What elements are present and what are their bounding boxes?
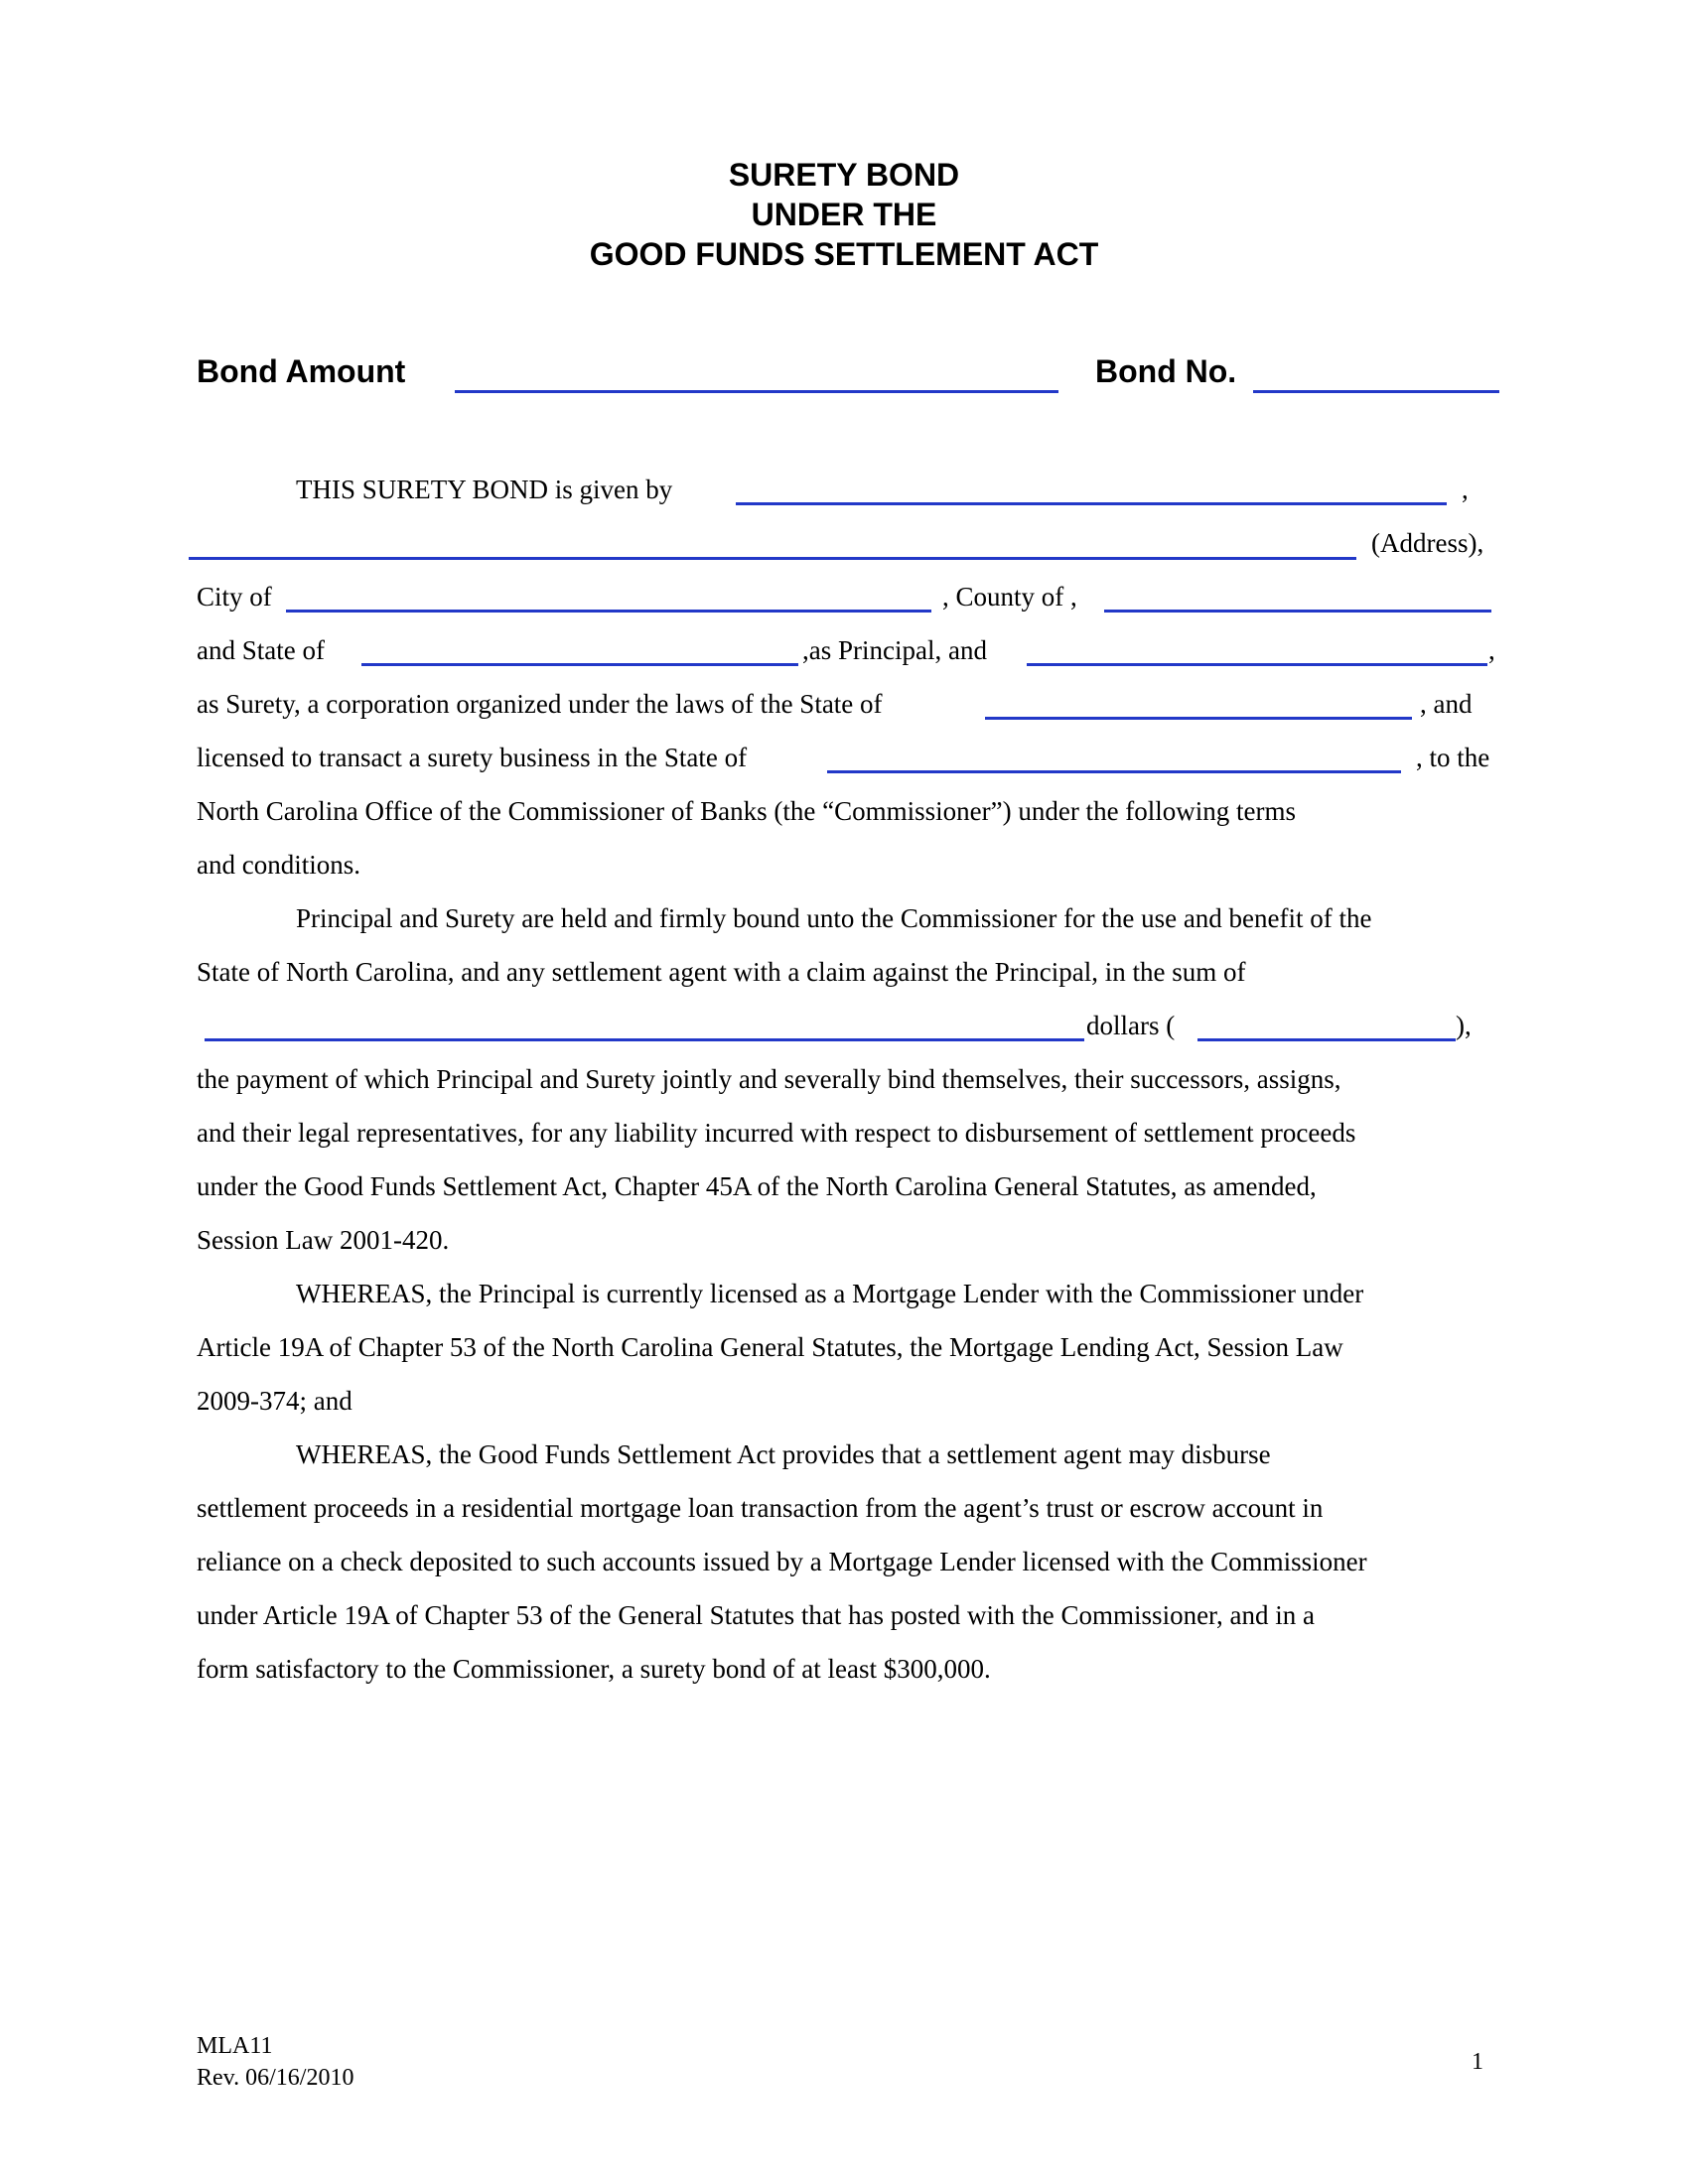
- city-of-text: City of: [197, 582, 272, 612]
- bond-amount-field[interactable]: [455, 390, 1058, 393]
- body-line: [197, 1052, 1487, 1106]
- city-field[interactable]: [286, 610, 931, 613]
- body-line: [197, 1160, 1487, 1213]
- paragraph-text: Session Law 2001-420.: [197, 1225, 450, 1255]
- nc-office-text: North Carolina Office of the Commissioner of Banks (the “Commissioner”) under the following terms: [197, 796, 1297, 826]
- body-line: [197, 784, 1487, 838]
- principal-name-field[interactable]: [736, 502, 1447, 505]
- surety-name-field[interactable]: [1027, 663, 1487, 666]
- close-paren-text: ),: [1456, 1011, 1472, 1040]
- as-principal-text: ,as Principal, and: [802, 635, 987, 665]
- title-line-3: GOOD FUNDS SETTLEMENT ACT: [589, 236, 1099, 272]
- bond-no-label: Bond No.: [1095, 353, 1237, 389]
- surety-licensed-state-field[interactable]: [827, 770, 1401, 773]
- paragraph-text: under Article 19A of Chapter 53 of the General Statutes that has posted with the Commissioner, and in a: [197, 1600, 1315, 1630]
- title-line-1: SURETY BOND: [728, 157, 960, 193]
- and-state-of-text: and State of: [197, 635, 325, 665]
- paragraph-text: form satisfactory to the Commissioner, a surety bond of at least $300,000.: [197, 1654, 991, 1684]
- form-code: MLA11: [197, 2033, 273, 2059]
- body-line: [197, 1642, 1487, 1696]
- body-line: [197, 1374, 1487, 1428]
- and-conditions-text: and conditions.: [197, 850, 360, 880]
- sum-numeric-field[interactable]: [1197, 1038, 1456, 1041]
- body-line: [197, 999, 1487, 1052]
- bond-amount-label: Bond Amount: [197, 353, 406, 389]
- paragraph-text: and their legal representatives, for any liability incurred with respect to disbursement of settlement proceeds: [197, 1118, 1356, 1148]
- paragraph-text: settlement proceeds in a residential mortgage loan transaction from the agent’s trust or escrow account in: [197, 1493, 1324, 1523]
- comma-text: ,: [1488, 635, 1495, 665]
- body-line: [197, 891, 1487, 945]
- principal-state-field[interactable]: [361, 663, 798, 666]
- paragraph-text: State of North Carolina, and any settlement agent with a claim against the Principal, in the sum of: [197, 957, 1246, 987]
- body-line: [197, 1535, 1487, 1588]
- paragraph-text: WHEREAS, the Good Funds Settlement Act provides that a settlement agent may disburse: [296, 1439, 1271, 1469]
- body-line: [197, 1106, 1487, 1160]
- sum-words-field[interactable]: [205, 1038, 1084, 1041]
- paragraph-text: 2009-374; and: [197, 1386, 352, 1416]
- body-line: [197, 677, 1487, 731]
- body-line: [197, 1320, 1487, 1374]
- given-by-text: THIS SURETY BOND is given by: [296, 475, 673, 504]
- as-surety-text: as Surety, a corporation organized under the laws of the State of: [197, 689, 883, 719]
- body-line: [197, 1213, 1487, 1267]
- paragraph-text: reliance on a check deposited to such accounts issued by a Mortgage Lender licensed with the Commissioner: [197, 1547, 1367, 1576]
- body-line: [197, 1267, 1487, 1320]
- revision-date: Rev. 06/16/2010: [197, 2065, 354, 2091]
- page-number: 1: [1472, 2049, 1483, 2075]
- body-line: [197, 1428, 1487, 1481]
- title-line-2: UNDER THE: [751, 197, 937, 232]
- body-line: [197, 570, 1487, 623]
- and-text: , and: [1420, 689, 1473, 719]
- licensed-text: licensed to transact a surety business in the State of: [197, 743, 748, 772]
- county-field[interactable]: [1104, 610, 1491, 613]
- paragraph-text: Principal and Surety are held and firmly bound unto the Commissioner for the use and benefit of the: [296, 903, 1372, 933]
- paragraph-text: the payment of which Principal and Surety jointly and severally bind themselves, their successors, assigns,: [197, 1064, 1341, 1094]
- paragraph-text: Article 19A of Chapter 53 of the North Carolina General Statutes, the Mortgage Lending Act, Session Law: [197, 1332, 1343, 1362]
- comma-text: ,: [1462, 475, 1469, 504]
- to-the-text: , to the: [1416, 743, 1490, 772]
- body-line: [197, 1588, 1487, 1642]
- county-of-text: , County of ,: [942, 582, 1077, 612]
- address-text: (Address),: [1371, 528, 1484, 558]
- body-line: [197, 516, 1487, 570]
- body-line: [197, 623, 1495, 677]
- body-line: [197, 463, 1487, 516]
- body-line: [197, 1481, 1487, 1535]
- address-field[interactable]: [189, 557, 1356, 560]
- bond-no-field[interactable]: [1253, 390, 1499, 393]
- body-line: [197, 945, 1487, 999]
- body-line: [197, 731, 1490, 784]
- paragraph-text: under the Good Funds Settlement Act, Chapter 45A of the North Carolina General Statutes, as amended,: [197, 1171, 1317, 1201]
- paragraph-text: WHEREAS, the Principal is currently licensed as a Mortgage Lender with the Commissioner under: [296, 1279, 1364, 1308]
- surety-organized-state-field[interactable]: [985, 717, 1412, 720]
- dollars-text: dollars (: [1086, 1011, 1176, 1040]
- body-line: [197, 838, 1487, 891]
